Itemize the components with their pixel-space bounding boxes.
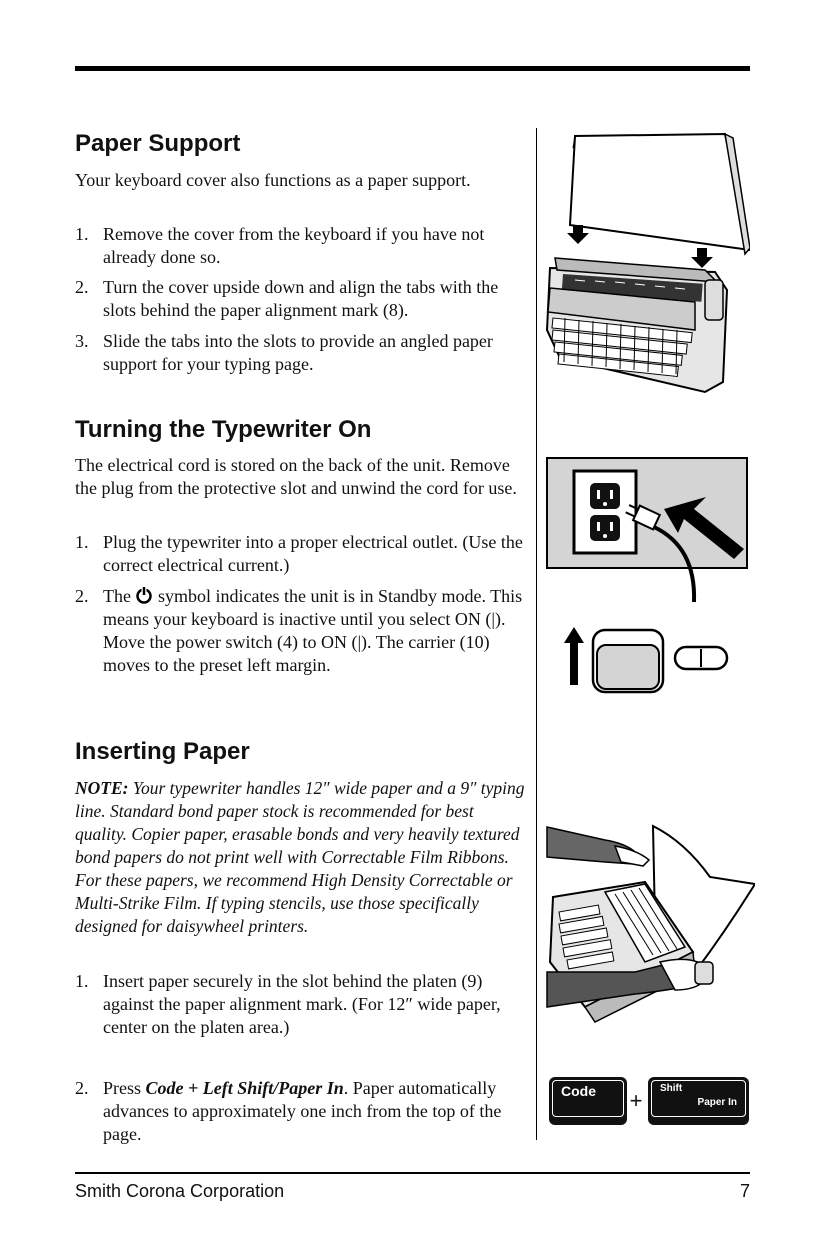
page-number: 7 [739, 1181, 750, 1201]
list-text-rest: symbol indicates the unit is in Standby mode. This means your keyboard is inactive until you select ON (|). Move the power switch (4) to ON (|). The carrier (10) moves to the preset left margin. [103, 586, 523, 675]
list-item [75, 970, 530, 1039]
list-number: 1. [75, 971, 89, 991]
code-key-label: Code [561, 1083, 596, 1099]
turning-on-intro: The electrical cord is stored on the back of the unit. Remove the plug from the protective slot and unwind the cord for use. [75, 455, 517, 498]
list-item [75, 531, 530, 577]
list-text-start: Press [103, 1078, 142, 1098]
typewriter-cover-illustration [545, 130, 750, 400]
list-text [103, 1077, 530, 1146]
electrical-outlet-illustration [546, 457, 748, 607]
paper-in-key-label: Paper In [697, 1097, 737, 1108]
note-label: NOTE: [75, 778, 129, 798]
list-number: 2. [75, 1078, 89, 1098]
list-item [75, 330, 530, 376]
standby-power-icon [135, 586, 153, 604]
hands-inserting-paper-illustration [545, 822, 755, 1027]
heading-turning-on: Turning the Typewriter On [75, 416, 372, 443]
shift-paper-in-key [648, 1077, 749, 1125]
code-key [549, 1077, 627, 1125]
list-text: Plug the typewriter into a proper electrical outlet. (Use the correct electrical current.) [103, 532, 523, 575]
footer-company: Smith Corona Corporation [75, 1181, 285, 1201]
note-text: Your typewriter handles 12″ wide paper and a 9″ typing line. Standard bond paper stock is recommended for best quality. Copier paper, erasable bonds and very heavily textured bond papers do not print well with Correctable Film Ribbons. For these papers, we recommend High Density Correctable or Multi-Strike Film. If typing stencils, use those specifically designed for daisywheel printers. [75, 778, 525, 936]
column-divider [536, 128, 537, 1140]
note-paragraph [75, 777, 527, 938]
top-rule [75, 66, 750, 71]
list-text-rest: . Paper automatically advances to approximately one inch from the top of the page. [103, 1078, 502, 1144]
list-text: Remove the cover from the keyboard if you have not already done so. [103, 224, 485, 267]
paper-support-intro: Your keyboard cover also functions as a paper support. [75, 170, 471, 190]
list-text-start: The [103, 586, 131, 606]
list-text: Insert paper securely in the slot behind the platen (9) against the paper alignment mark. (For 12″ wide paper, center on the platen area.) [103, 971, 501, 1037]
bottom-rule [75, 1172, 750, 1174]
list-number: 1. [75, 224, 89, 244]
key-combo-text: Code + Left Shift/Paper In [145, 1078, 344, 1098]
list-text: Turn the cover upside down and align the tabs with the slots behind the paper alignment mark (8). [103, 277, 499, 320]
list-text [103, 585, 530, 677]
shift-key-label: Shift [660, 1083, 683, 1094]
list-item [75, 223, 530, 269]
list-number: 2. [75, 277, 89, 297]
list-number: 3. [75, 331, 89, 351]
list-text: Slide the tabs into the slots to provide an angled paper support for your typing page. [103, 331, 493, 374]
list-item [75, 276, 530, 322]
list-item [75, 585, 530, 677]
plus-sign: + [629, 1088, 643, 1113]
heading-inserting-paper: Inserting Paper [75, 738, 250, 765]
list-number: 1. [75, 532, 89, 552]
list-item [75, 1077, 530, 1146]
list-number: 2. [75, 586, 89, 606]
power-switch-illustration [560, 625, 735, 695]
heading-paper-support: Paper Support [75, 130, 241, 157]
